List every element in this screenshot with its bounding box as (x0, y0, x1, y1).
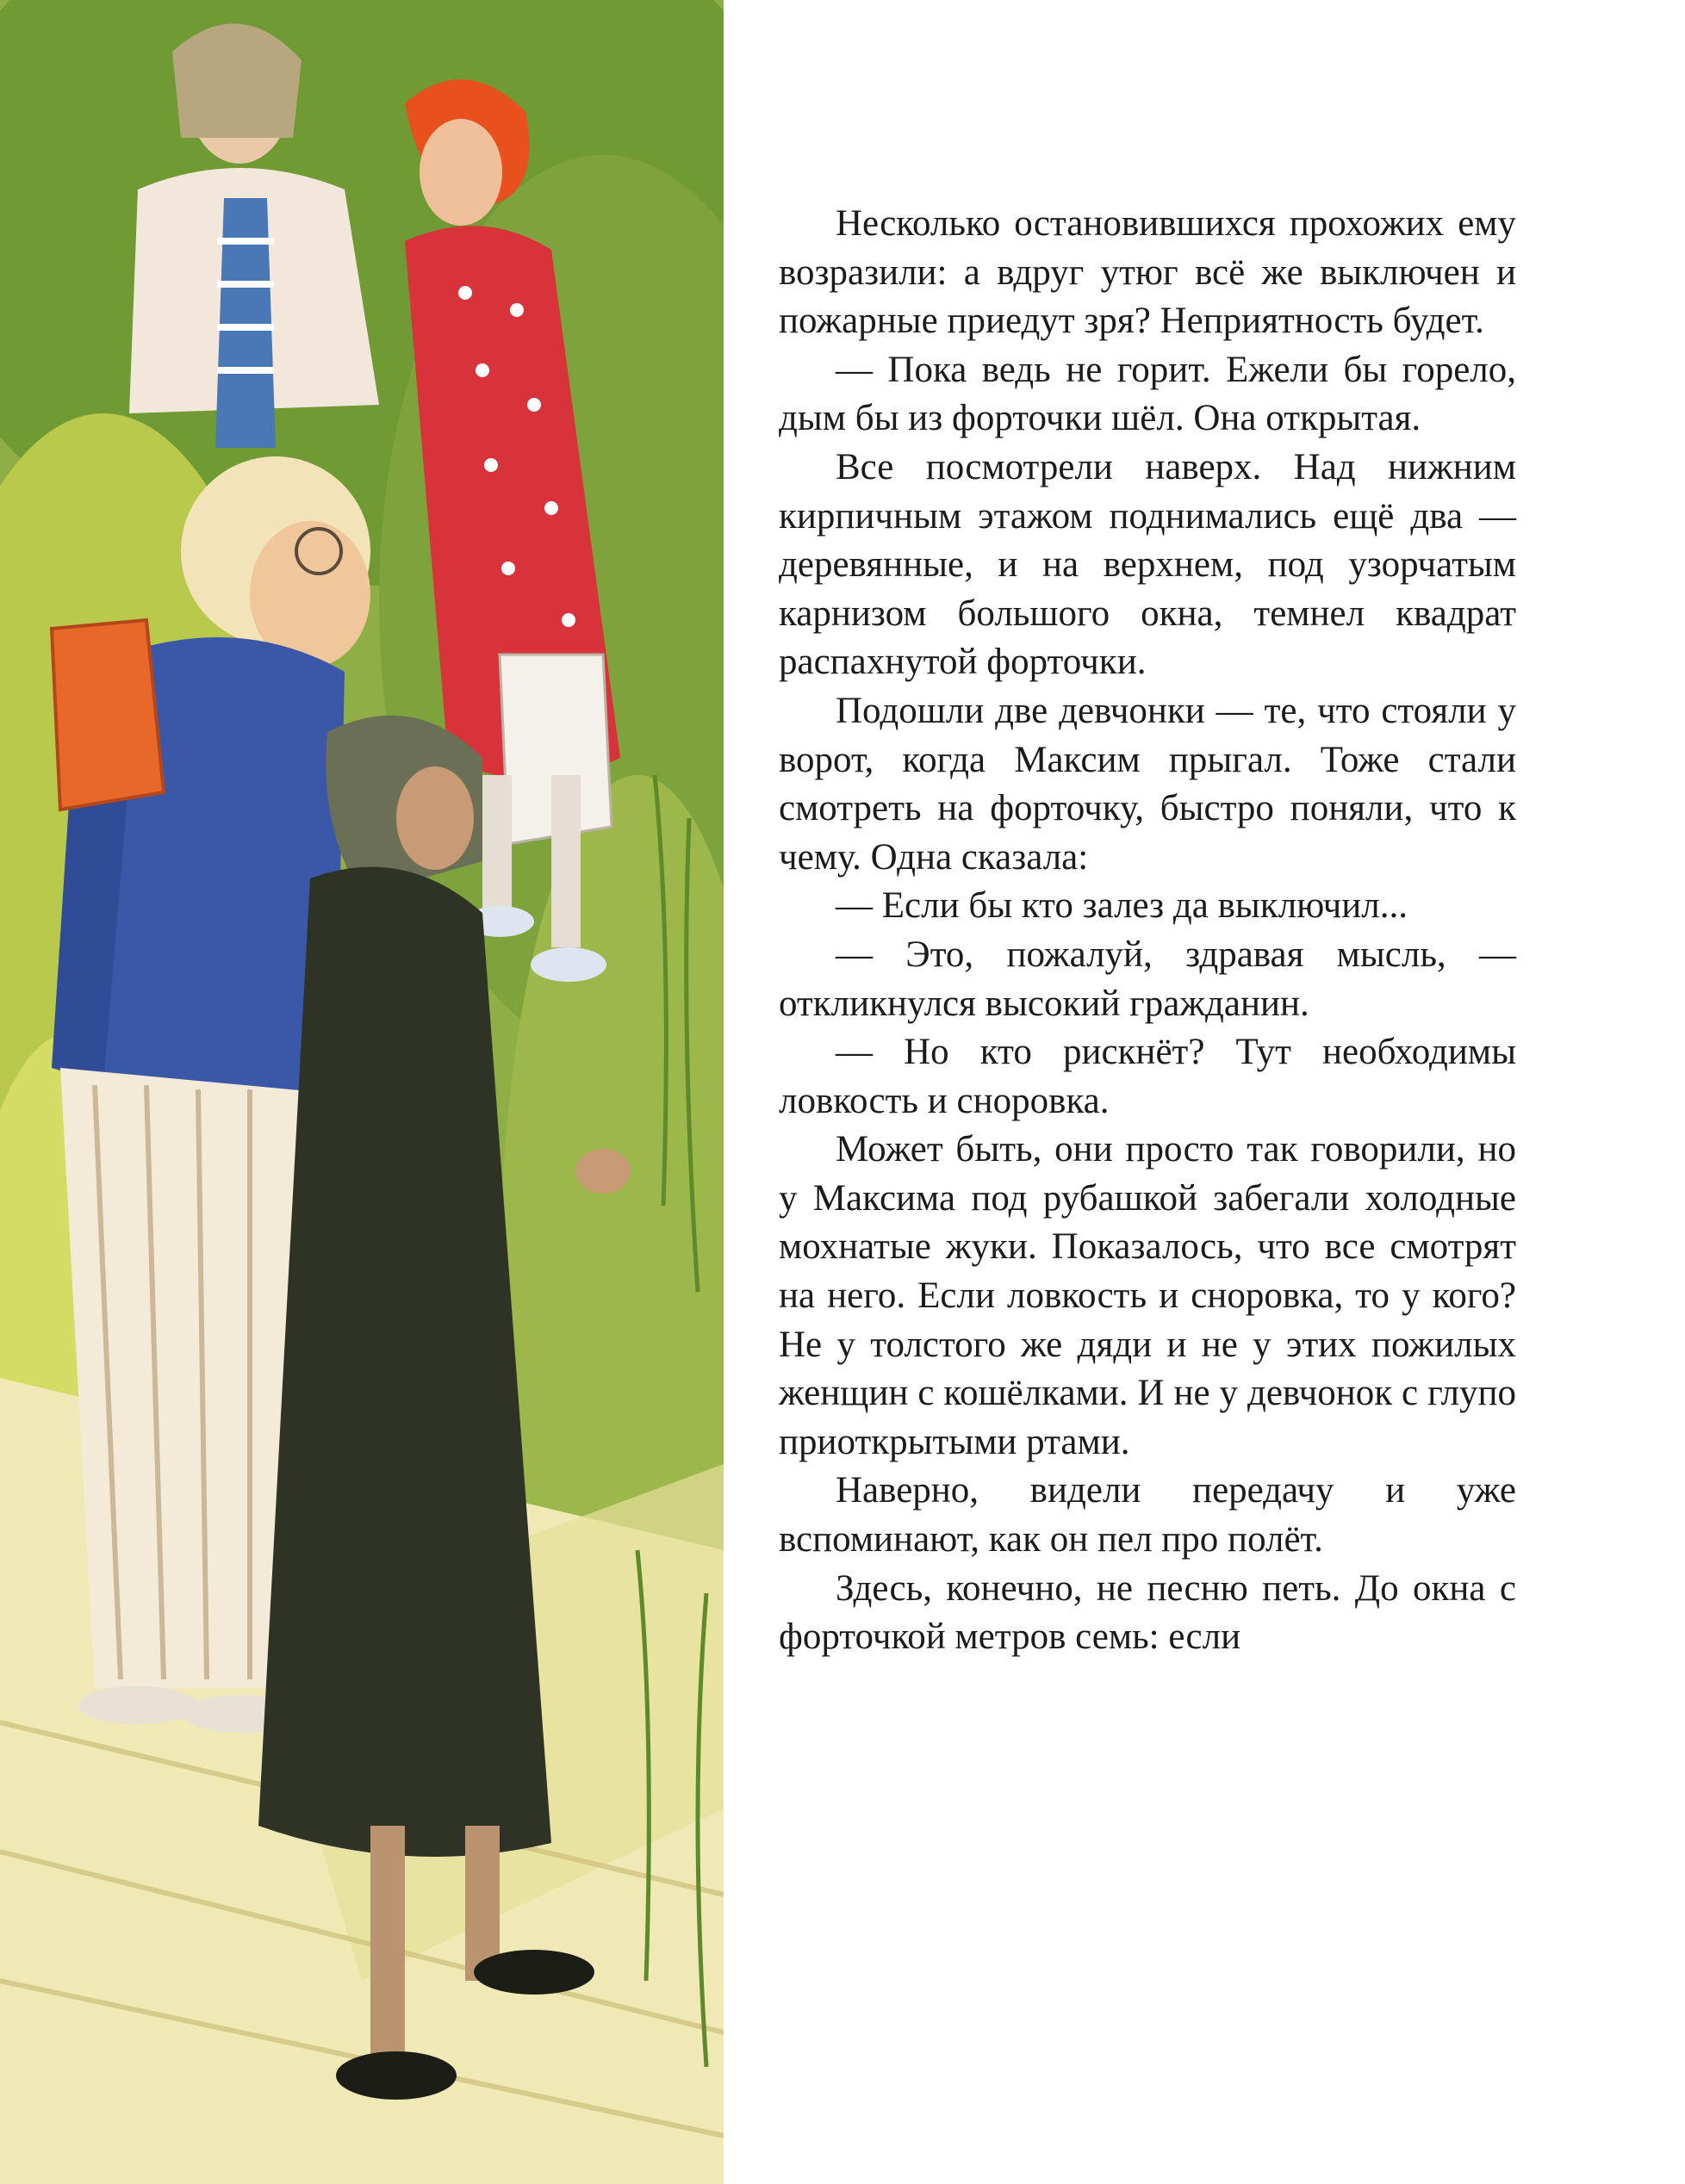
paragraph-9: Наверно, видели передачу и уже вспоминают, как он пел про полёт. (779, 1470, 1516, 1560)
paragraph-1: Несколько остановившихся прохожих ему возразили: а вдруг утюг всё же выключен и пожарные приедут зря? Неприятность будет. (779, 203, 1516, 342)
text-column (779, 200, 1516, 1662)
paragraph-3: Все посмотрели наверх. Над нижним кирпичным этажом поднимались ещё два — деревянные, и на верхнем, под узорчатым карнизом большого окна, темнел квадрат распахнутой форточки. (779, 446, 1516, 683)
paragraph-5: — Если бы кто залез да выключил... (836, 885, 1408, 927)
paragraph-7: — Но кто рискнёт? Тут необходимы ловкость и сноровка. (779, 1032, 1516, 1121)
illustration (0, 0, 724, 2184)
paragraph-6: — Это, пожалуй, здравая мысль, — откликнулся высокий гражданин. (779, 934, 1516, 1024)
paragraph-2: — Пока ведь не горит. Ежели бы горело, дым бы из форточки шёл. Она открытая. (779, 349, 1516, 439)
illustration-icon (0, 0, 724, 2184)
paragraph-10: Здесь, конечно, не песню петь. До окна с форточкой метров семь: если (779, 1567, 1516, 1658)
paragraph-4: Подошли две девчонки — те, что стояли у ворот, когда Максим прыгал. Тоже стали смотреть на форточку, быстро поняли, что к чему. Одна сказала: (779, 690, 1516, 878)
paragraph-8: Может быть, они просто так говорили, но у Максима под рубашкой забегали холодные мохнатые жуки. Показалось, что все смотрят на него. Если ловкость и сноровка, то у кого? Не у толстого же дяди и не у этих пожилых женщин с кошёлками. И не у девчонок с глупо приоткрытыми ртами. (779, 1129, 1516, 1462)
